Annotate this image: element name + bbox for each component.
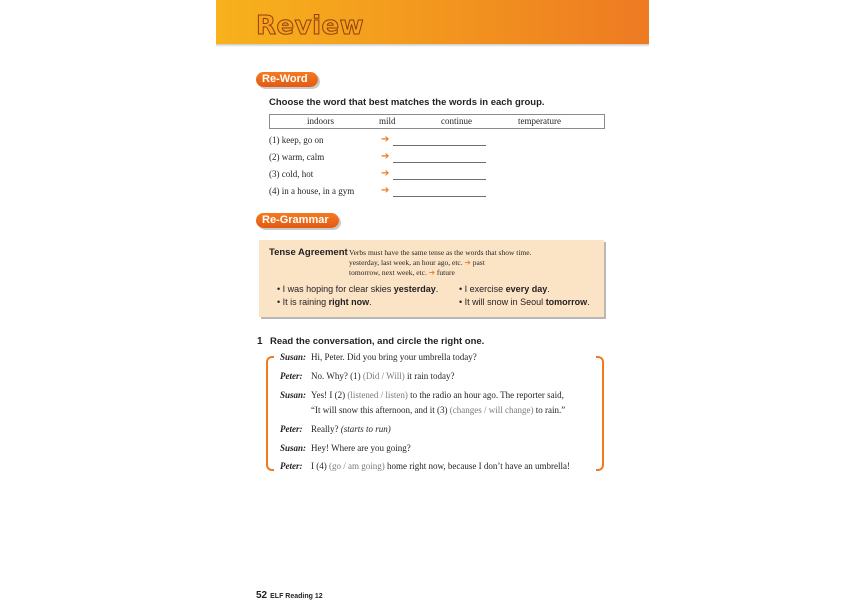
arrow-icon: ➔: [464, 258, 471, 267]
word-option: mild: [379, 116, 396, 126]
stage-direction: (starts to run): [340, 424, 391, 434]
example-sentence: [277, 297, 372, 307]
rule-text: yesterday, last week, an hour ago, etc.: [349, 258, 463, 267]
page-footer: [256, 585, 323, 603]
word-item-1: (1) keep, go on: [269, 135, 324, 145]
exercise-number: 1: [257, 336, 263, 347]
dialogue-text: “It will snow this afternoon, and it (3): [311, 405, 450, 415]
rule-text: tomorrow, next week, etc.: [349, 268, 427, 277]
dialogue-text: to the radio an hour ago. The reporter said,: [407, 390, 564, 400]
word-item-3: (3) cold, hot: [269, 169, 314, 179]
dialogue-line: [311, 352, 477, 362]
example-sentence: [277, 284, 438, 294]
rule-result: future: [436, 268, 455, 277]
example-text: • It will snow in Seoul: [459, 297, 546, 307]
dialogue-text: Hi, Peter. Did you bring your umbrella today?: [311, 352, 477, 362]
dialogue-line: [311, 390, 564, 400]
speaker-label: Peter:: [280, 371, 303, 381]
answer-blank-1[interactable]: [393, 145, 486, 146]
dialogue-line: [311, 371, 455, 381]
grammar-rule: Verbs must have the same tense as the words that show time.: [349, 248, 532, 257]
dialogue-line: [311, 443, 411, 453]
example-text: .: [435, 284, 439, 294]
arrow-icon: ➔: [428, 268, 435, 277]
speaker-label: Susan:: [280, 390, 307, 400]
choice-option-2[interactable]: (listened / listen): [347, 390, 408, 400]
choice-option-4[interactable]: (go / am going): [329, 461, 385, 471]
page-number: 52: [256, 590, 268, 601]
dialogue-text: Really?: [311, 424, 341, 434]
example-text: .: [369, 297, 372, 307]
word-box: [269, 114, 605, 129]
example-text: .: [547, 284, 550, 294]
page-title: Review: [256, 11, 365, 41]
header-shadow: [216, 44, 649, 47]
word-item-4: (4) in a house, in a gym: [269, 186, 355, 196]
re-grammar-label: Re-Grammar: [256, 213, 339, 228]
dialogue-text: it rain today?: [404, 371, 455, 381]
dialogue-text: to rain.”: [533, 405, 566, 415]
re-word-instruction: Choose the word that best matches the words in each group.: [269, 97, 545, 108]
dialogue-text: I (4): [311, 461, 329, 471]
dialogue-text: No. Why? (1): [311, 371, 363, 381]
answer-blank-2[interactable]: [393, 162, 486, 163]
arrow-icon: ➔: [381, 151, 390, 162]
arrow-icon: ➔: [381, 134, 390, 145]
grammar-box: [259, 240, 604, 317]
example-sentence: [459, 284, 550, 294]
grammar-box-title: Tense Agreement: [269, 247, 348, 258]
word-option: continue: [441, 116, 472, 126]
example-text: • I was hoping for clear skies: [277, 284, 394, 294]
answer-blank-3[interactable]: [393, 179, 486, 180]
example-text: • I exercise: [459, 284, 506, 294]
speaker-label: Peter:: [280, 461, 303, 471]
example-key: right now: [328, 297, 370, 307]
word-item-2: (2) warm, calm: [269, 152, 325, 162]
right-bracket: [596, 356, 604, 471]
re-word-label: Re-Word: [256, 72, 318, 87]
arrow-icon: ➔: [381, 185, 390, 196]
choice-option-1[interactable]: (Did / Will): [362, 371, 405, 381]
example-key: every day: [505, 284, 548, 294]
speaker-label: Peter:: [280, 424, 303, 434]
dialogue-text: home right now, because I don’t have an umbrella!: [384, 461, 570, 471]
dialogue-line: [311, 424, 391, 434]
dialogue-text: Hey! Where are you going?: [311, 443, 411, 453]
example-text: .: [587, 297, 590, 307]
speaker-label: Susan:: [280, 352, 307, 362]
speaker-label: Susan:: [280, 443, 307, 453]
grammar-rule-future: [349, 268, 455, 277]
word-option: indoors: [307, 116, 334, 126]
example-key: tomorrow: [545, 297, 588, 307]
book-title: ELF Reading 12: [270, 593, 323, 600]
word-option: temperature: [518, 116, 561, 126]
example-sentence: [459, 297, 590, 307]
dialogue-line: [311, 461, 570, 471]
example-key: yesterday: [393, 284, 436, 294]
dialogue-text: Yes! I (2): [311, 390, 348, 400]
exercise-instruction: Read the conversation, and circle the right one.: [270, 336, 485, 347]
answer-blank-4[interactable]: [393, 196, 486, 197]
arrow-icon: ➔: [381, 168, 390, 179]
grammar-rule-past: [349, 258, 485, 267]
left-bracket: [266, 356, 274, 471]
choice-option-3[interactable]: (changes / will change): [449, 405, 534, 415]
dialogue-line: [311, 405, 565, 415]
example-text: • It is raining: [277, 297, 329, 307]
rule-result: past: [472, 258, 485, 267]
